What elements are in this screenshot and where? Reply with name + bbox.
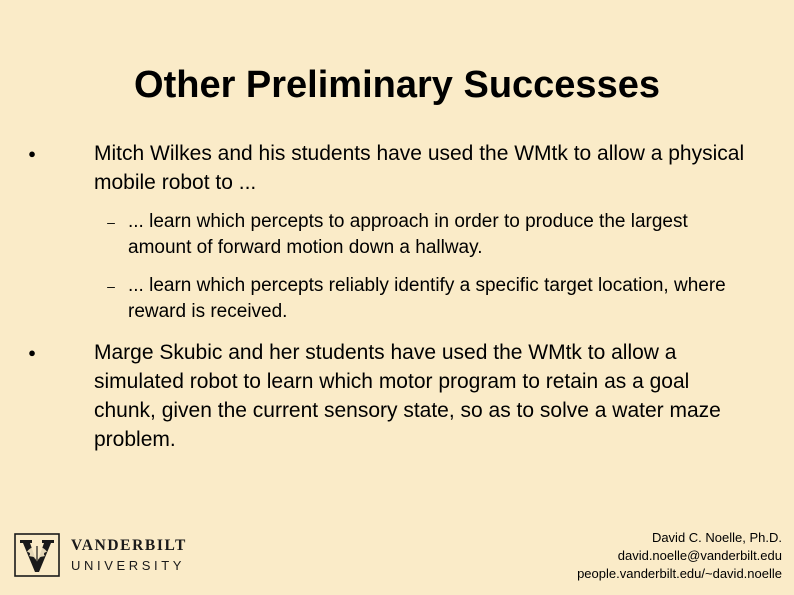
author-name: David C. Noelle, Ph.D. [651, 530, 782, 545]
author-info [577, 529, 782, 583]
sub-bullet-item-target [107, 273, 738, 325]
author-email: david.noelle@vanderbilt.edu [617, 548, 782, 563]
sub-bullet-marker: – [107, 278, 115, 294]
bullet-marker: ● [28, 146, 36, 161]
sub-bullet-text: ... learn which percepts reliably identify a specific target location, where reward is received. [128, 275, 726, 322]
sub-bullet-marker: – [107, 214, 115, 230]
author-website: people.vanderbilt.edu/~david.noelle [577, 566, 782, 581]
logo-wordmark-line2: UNIVERSITY [71, 558, 186, 573]
slide-title: Other Preliminary Successes [134, 64, 660, 106]
sub-bullet-text: ... learn which percepts to approach in order to produce the largest amount of forward motion down a hallway. [128, 211, 688, 258]
bullet-item-wilkes [28, 139, 754, 197]
logo-wordmark-line1: VANDERBILT [71, 537, 187, 554]
bullet-text: Mitch Wilkes and his students have used the WMtk to allow a physical mobile robot to ... [94, 142, 745, 194]
bullet-marker: ● [28, 345, 36, 360]
bullet-item-skubic [28, 338, 754, 454]
vanderbilt-v-oak-leaf-icon [14, 533, 60, 577]
vanderbilt-logo [14, 531, 204, 579]
bullet-text: Marge Skubic and her students have used the WMtk to allow a simulated robot to learn which motor program to retain as a goal chunk, given the current sensory state, so as to solve a water maze problem. [94, 341, 721, 451]
sub-bullet-item-hallway [107, 209, 738, 261]
